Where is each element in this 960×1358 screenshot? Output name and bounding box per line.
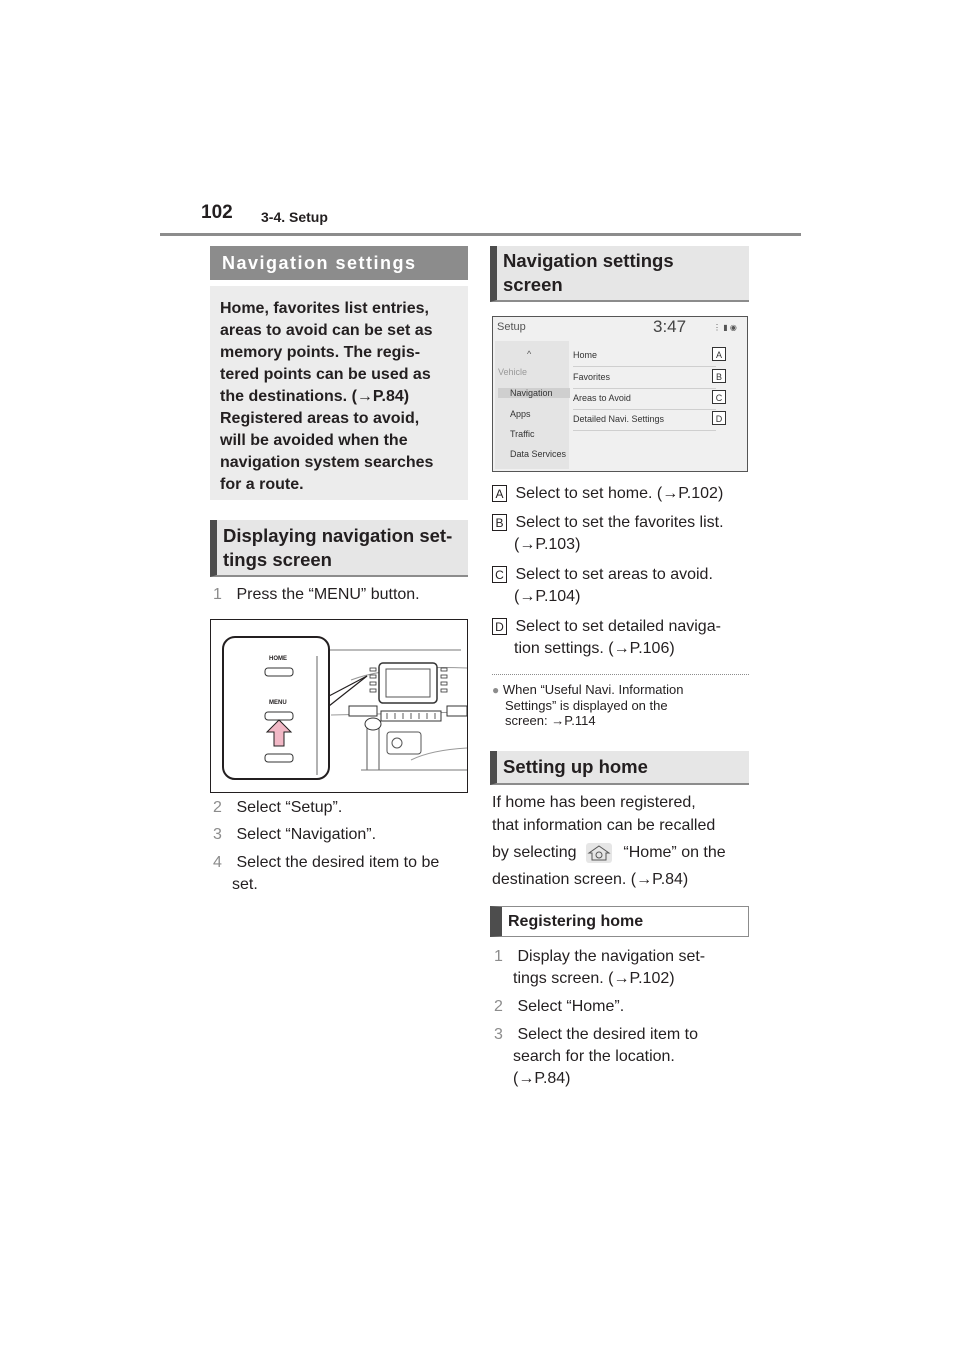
callout-letter: B (712, 369, 726, 383)
step-text: (→P.84) (513, 1070, 571, 1087)
screen-title: Setup (497, 321, 526, 333)
intro-line: tered points can be used as (220, 366, 431, 383)
note-line: Settings” is displayed on the (505, 698, 668, 713)
step-text: Select “Setup”. (236, 799, 343, 816)
para-text: “Home” on the (623, 844, 726, 862)
home-heading (490, 751, 749, 785)
sidebar-item-vehicle[interactable]: Vehicle (498, 367, 528, 377)
step-number: 3 (494, 1026, 503, 1043)
intro-line: Registered areas to avoid, (220, 410, 420, 427)
step-4 (213, 852, 439, 896)
screen-time: 3:47 (653, 317, 687, 336)
step-number: 2 (213, 799, 222, 816)
callout-letter: A (712, 347, 726, 361)
intro-line: areas to avoid can be set as (220, 322, 433, 339)
sidebar-item-traffic[interactable]: Traffic (510, 429, 535, 439)
screen-row-home[interactable] (573, 345, 722, 367)
nav-settings-heading (210, 246, 468, 280)
step-text: Press the “MENU” button. (236, 586, 420, 603)
step-text: Select “Navigation”. (236, 826, 377, 843)
step-text: tings screen. (→P.102) (513, 970, 675, 987)
screen-row-areas-to-avoid[interactable] (573, 388, 723, 410)
step-number: 2 (494, 998, 503, 1015)
screen-row-favorites[interactable] (573, 367, 722, 389)
step-number: 3 (213, 826, 222, 843)
legend-text: Select to set areas to avoid. (515, 566, 713, 583)
legend-text: Select to set home. (→P.102) (515, 485, 724, 502)
para-line: destination screen. (→P.84) (492, 871, 689, 888)
screen-heading-line: Navigation settings (503, 250, 674, 271)
display-heading-line: tings screen (223, 549, 332, 570)
note-line: When “Useful Navi. Information (502, 682, 684, 697)
legend-text: (→P.103) (514, 536, 581, 553)
legend-d (492, 616, 721, 660)
intro-line: the destinations. (→P.84) (220, 388, 410, 405)
step-2 (213, 797, 342, 819)
step-number: 1 (494, 948, 503, 965)
legend-text: Select to set the favorites list. (515, 514, 724, 531)
legend-letter: D (492, 618, 507, 635)
legend-c (492, 564, 713, 608)
row-label: Detailed Navi. Settings (573, 414, 665, 424)
intro-line: navigation system searches (220, 454, 434, 471)
home-label: HOME (269, 656, 287, 662)
step-text: set. (232, 876, 258, 893)
callout-letter: D (712, 411, 726, 425)
intro-box (210, 286, 468, 500)
screen-row-detailed-settings[interactable] (573, 409, 723, 431)
display-heading-line: Displaying navigation set- (223, 525, 453, 546)
reg-heading-text: Registering home (508, 913, 644, 930)
row-label: Home (573, 350, 598, 360)
legend-b (492, 512, 724, 556)
legend-letter: A (492, 485, 507, 502)
legend-letter: B (492, 514, 507, 531)
step-1 (213, 584, 420, 606)
reg-step-3 (494, 1024, 698, 1090)
sidebar-panel (495, 341, 569, 469)
nav-settings-heading-text: Navigation settings (222, 253, 417, 273)
status-icons: ⋮ ▮ ◉ (713, 323, 737, 332)
para-line: that information can be recalled (492, 817, 716, 834)
menu-button-illustration (210, 619, 468, 793)
screen-heading (490, 246, 749, 302)
chevron-up-icon[interactable]: ^ (527, 349, 532, 359)
note-line: screen: →P.114 (505, 713, 596, 728)
nav-settings-screen (492, 316, 748, 472)
page-number: 102 (201, 202, 233, 223)
legend-letter: C (492, 566, 507, 583)
step-text: Display the navigation set- (517, 948, 706, 965)
header-rule (160, 233, 801, 236)
para-line-with-icon (492, 842, 726, 868)
home-heading-text: Setting up home (503, 756, 648, 777)
step-text: Select the desired item to (517, 1026, 698, 1043)
intro-line: memory points. The regis- (220, 344, 421, 361)
step-text: Select the desired item to be (236, 854, 440, 871)
sidebar-item-data-services[interactable]: Data Services (510, 449, 567, 459)
step-number: 1 (213, 586, 222, 603)
settings-icon (585, 842, 613, 864)
sidebar-item-navigation[interactable]: Navigation (498, 388, 570, 398)
menu-label: MENU (269, 700, 287, 706)
reg-step-1 (494, 946, 705, 990)
row-label: Favorites (573, 372, 611, 382)
registering-home-heading (490, 906, 749, 937)
para-text: by selecting (492, 844, 577, 862)
legend-a (492, 483, 723, 505)
display-heading (210, 520, 468, 577)
section-title: 3-4. Setup (261, 209, 328, 225)
dashboard-drawing (211, 620, 467, 792)
row-label: Areas to Avoid (573, 393, 631, 403)
legend-text: Select to set detailed naviga- (515, 618, 721, 635)
note (492, 682, 684, 728)
legend-text: (→P.104) (514, 588, 581, 605)
step-3 (213, 824, 376, 846)
sidebar-item-apps[interactable]: Apps (510, 409, 531, 419)
intro-line: Home, favorites list entries, (220, 300, 429, 317)
legend-text: tion settings. (→P.106) (514, 640, 675, 657)
step-text: Select “Home”. (517, 998, 625, 1015)
reg-step-2 (494, 996, 624, 1018)
bullet-icon: ● (492, 683, 500, 697)
intro-line: will be avoided when the (220, 432, 408, 449)
screen-heading-line: screen (503, 274, 563, 295)
note-rule (492, 674, 749, 675)
step-number: 4 (213, 854, 222, 871)
callout-letter: C (712, 390, 726, 404)
home-paragraph (492, 792, 726, 891)
intro-line: for a route. (220, 476, 304, 493)
para-line: If home has been registered, (492, 794, 696, 811)
step-text: search for the location. (513, 1048, 675, 1065)
